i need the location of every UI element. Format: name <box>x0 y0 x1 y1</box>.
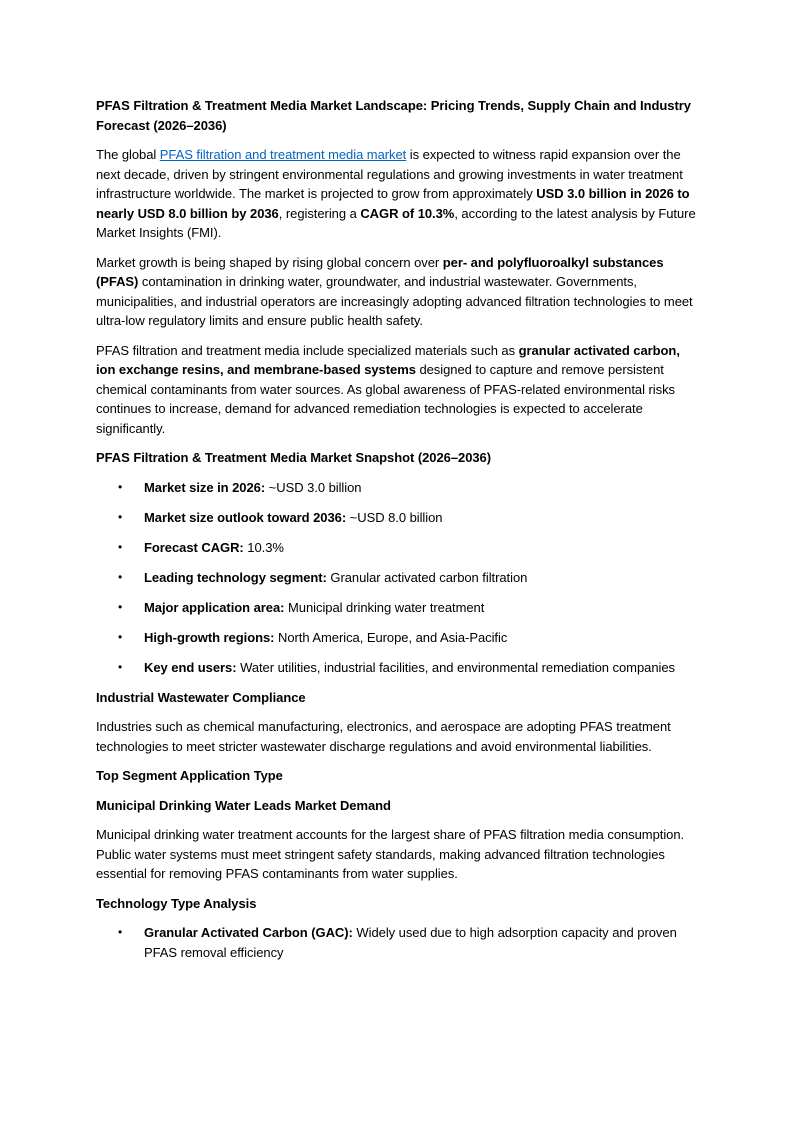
list-item-value: Water utilities, industrial facilities, and environmental remediation companies <box>236 659 675 675</box>
intro-market-size: USD 3.0 billion in 2026 to nearly USD 8.0 billion by 2036 <box>96 186 690 221</box>
media-text-2: designed to capture and remove persistent chemical contaminants from water sources. As global awareness of PFAS-related environmental risks continues to increase, demand for advanced remediation technologies is expected to accelerate significantly. <box>96 362 675 436</box>
growth-pfas-term: per- and polyfluoroalkyl substances (PFAS) <box>96 254 664 289</box>
intro-text-4: , according to the latest analysis by Future Market Insights (FMI). <box>96 205 696 240</box>
segment-heading: Top Segment Application Type <box>96 768 283 783</box>
market-report-link[interactable]: PFAS filtration and treatment media market <box>159 147 407 162</box>
list-item-label: Market size in 2026: <box>144 479 266 495</box>
media-materials: granular activated carbon, ion exchange resins, and membrane-based systems <box>96 342 680 377</box>
bullet-icon: • <box>118 659 123 674</box>
list-item-value: North America, Europe, and Asia-Pacific <box>274 629 508 645</box>
municipal-heading: Municipal Drinking Water Leads Market Demand <box>96 797 391 813</box>
list-item-label: Key end users: <box>144 659 237 675</box>
list-item-value: Municipal drinking water treatment <box>284 599 485 615</box>
media-text-1: PFAS filtration and treatment media include specialized materials such as <box>96 342 519 358</box>
technology-list <box>96 923 700 962</box>
technology-heading: Technology Type Analysis <box>96 895 257 911</box>
list-item-label: Forecast CAGR: <box>144 539 244 555</box>
list-item <box>96 628 700 648</box>
list-item-value: ~USD 8.0 billion <box>346 509 443 525</box>
list-item-value: 10.3% <box>243 539 284 555</box>
municipal-paragraph: Municipal drinking water treatment accounts for the largest share of PFAS filtration media consumption. Public water systems must meet stringent safety standards, making advanced filtration technologies essential for removing PFAS contaminants from water supplies. <box>96 827 685 881</box>
document-body <box>96 96 700 962</box>
bullet-icon: • <box>118 479 123 494</box>
bullet-icon: • <box>118 569 123 584</box>
list-item-value: Widely used due to high adsorption capacity and proven PFAS removal efficiency <box>144 925 677 960</box>
list-item-label: Major application area: <box>144 599 285 615</box>
list-item <box>96 923 700 962</box>
list-item <box>96 478 700 498</box>
list-item <box>96 598 700 618</box>
media-paragraph <box>96 341 700 439</box>
list-item <box>96 538 700 558</box>
intro-cagr: CAGR of 10.3% <box>360 205 455 221</box>
intro-text-1: The global <box>96 147 160 162</box>
growth-text-2: contamination in drinking water, groundwater, and industrial wastewater. Governments, municipalities, and industrial operators are increasingly adopting advanced filtration technologies to meet ultra-low regulatory limits and ensure public health safety. <box>96 274 693 328</box>
bullet-icon: • <box>118 925 123 939</box>
list-item-label: Granular Activated Carbon (GAC): <box>144 925 353 940</box>
list-item-value: ~USD 3.0 billion <box>265 479 362 495</box>
bullet-icon: • <box>118 539 123 554</box>
bullet-icon: • <box>118 629 123 644</box>
list-item <box>96 658 700 678</box>
intro-text-2: is expected to witness rapid expansion over the next decade, driven by stringent environmental regulations and growing investments in water treatment infrastructure worldwide. The market is projected to grow from approximately <box>96 147 683 201</box>
snapshot-heading: PFAS Filtration & Treatment Media Market Snapshot (2026–2036) <box>96 450 492 465</box>
intro-text-3: , registering a <box>278 205 361 221</box>
list-item-value: Granular activated carbon filtration <box>326 569 528 585</box>
wastewater-paragraph: Industries such as chemical manufacturing, electronics, and aerospace are adopting PFAS treatment technologies to meet stricter wastewater discharge regulations and avoid environmental liabilities. <box>96 719 671 754</box>
growth-paragraph <box>96 253 700 331</box>
list-item-label: High-growth regions: <box>144 629 275 645</box>
list-item-label: Market size outlook toward 2036: <box>144 509 347 525</box>
bullet-icon: • <box>118 599 123 614</box>
list-item <box>96 508 700 528</box>
wastewater-heading: Industrial Wastewater Compliance <box>96 689 306 705</box>
list-item-label: Leading technology segment: <box>144 569 327 585</box>
document-title: PFAS Filtration & Treatment Media Market Landscape: Pricing Trends, Supply Chain and Industry Forecast (2026–2036) <box>96 98 691 133</box>
intro-paragraph <box>96 145 700 243</box>
growth-text-1: Market growth is being shaped by rising global concern over <box>96 254 443 270</box>
bullet-icon: • <box>118 509 123 524</box>
snapshot-list <box>96 478 700 678</box>
list-item <box>96 568 700 588</box>
